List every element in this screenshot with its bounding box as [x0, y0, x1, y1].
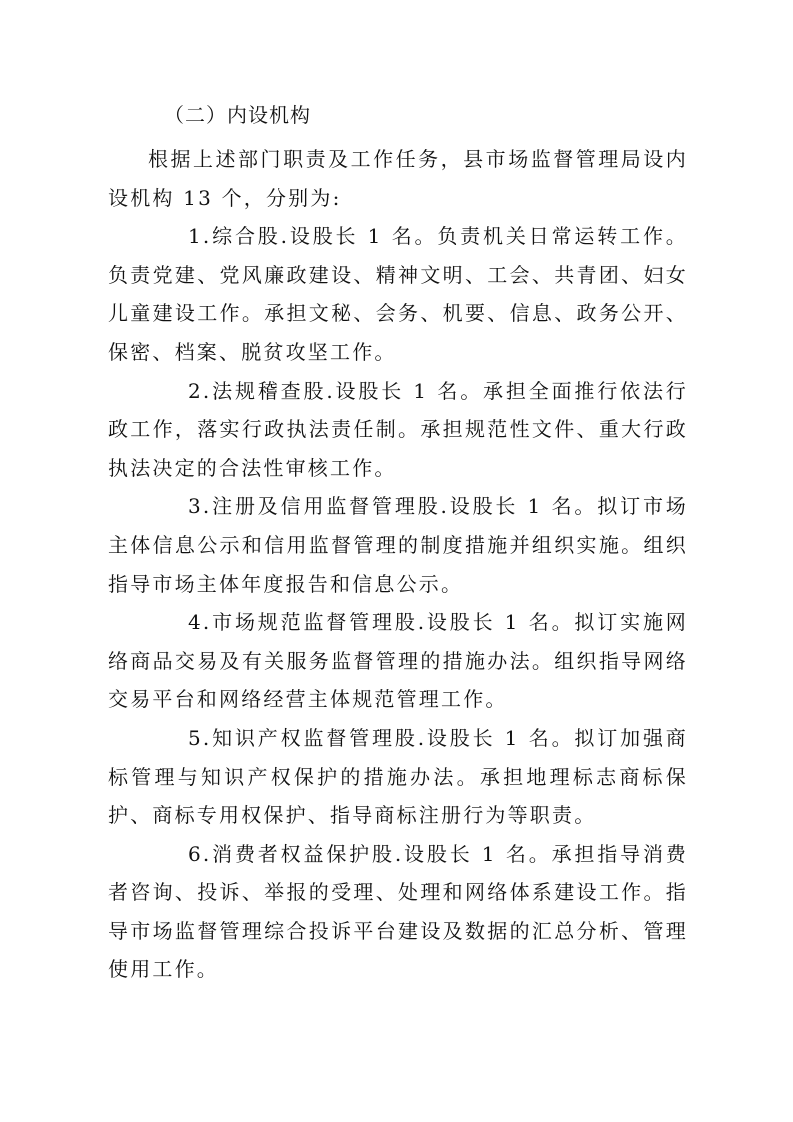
list-item — [108, 217, 688, 371]
section-heading: （二）内设机构 — [164, 103, 311, 127]
item-number: 1. — [188, 224, 212, 249]
item-text: 注册及信用监督管理股.设股长 1 名。拟订市场主体信息公示和信用监督管理的制度措施并组织实施。组织指导市场主体年度报告和信息公示。 — [108, 494, 688, 596]
item-text: 法规稽查股.设股长 1 名。承担全面推行依法行政工作，落实行政执法责任制。承担规范性文件、重大行政执法决定的合法性审核工作。 — [108, 378, 688, 480]
item-text: 知识产权监督管理股.设股长 1 名。拟订加强商标管理与知识产权保护的措施办法。承担地理标志商标保护、商标专用权保护、指导商标注册行为等职责。 — [108, 725, 688, 828]
list-item — [108, 835, 688, 989]
item-number: 2. — [188, 378, 212, 403]
document-page — [108, 96, 688, 989]
item-number: 6. — [188, 841, 212, 866]
list-item — [108, 603, 688, 719]
item-text: 消费者权益保护股.设股长 1 名。承担指导消费者咨询、投诉、举报的受理、处理和网络体系建设工作。指导市场监督管理综合投诉平台建设及数据的汇总分析、管理使用工作。 — [108, 841, 688, 982]
list-item — [108, 487, 688, 603]
item-text: 综合股.设股长 1 名。负责机关日常运转工作。负责党建、党风廉政建设、精神文明、工会、共青团、妇女儿童建设工作。承担文秘、会务、机要、信息、政务公开、保密、档案、脱贫攻坚工作。 — [108, 224, 688, 364]
item-number: 3. — [188, 494, 212, 519]
list-item — [108, 719, 688, 835]
item-number: 4. — [188, 610, 212, 635]
item-number: 5. — [188, 725, 212, 750]
item-text: 市场规范监督管理股.设股长 1 名。拟订实施网络商品交易及有关服务监督管理的措施办法。组织指导网络交易平台和网络经营主体规范管理工作。 — [108, 610, 688, 712]
intro-paragraph: 根据上述部门职责及工作任务，县市场监督管理局设内设机构 13 个，分别为: — [108, 147, 688, 210]
list-item — [108, 372, 688, 488]
